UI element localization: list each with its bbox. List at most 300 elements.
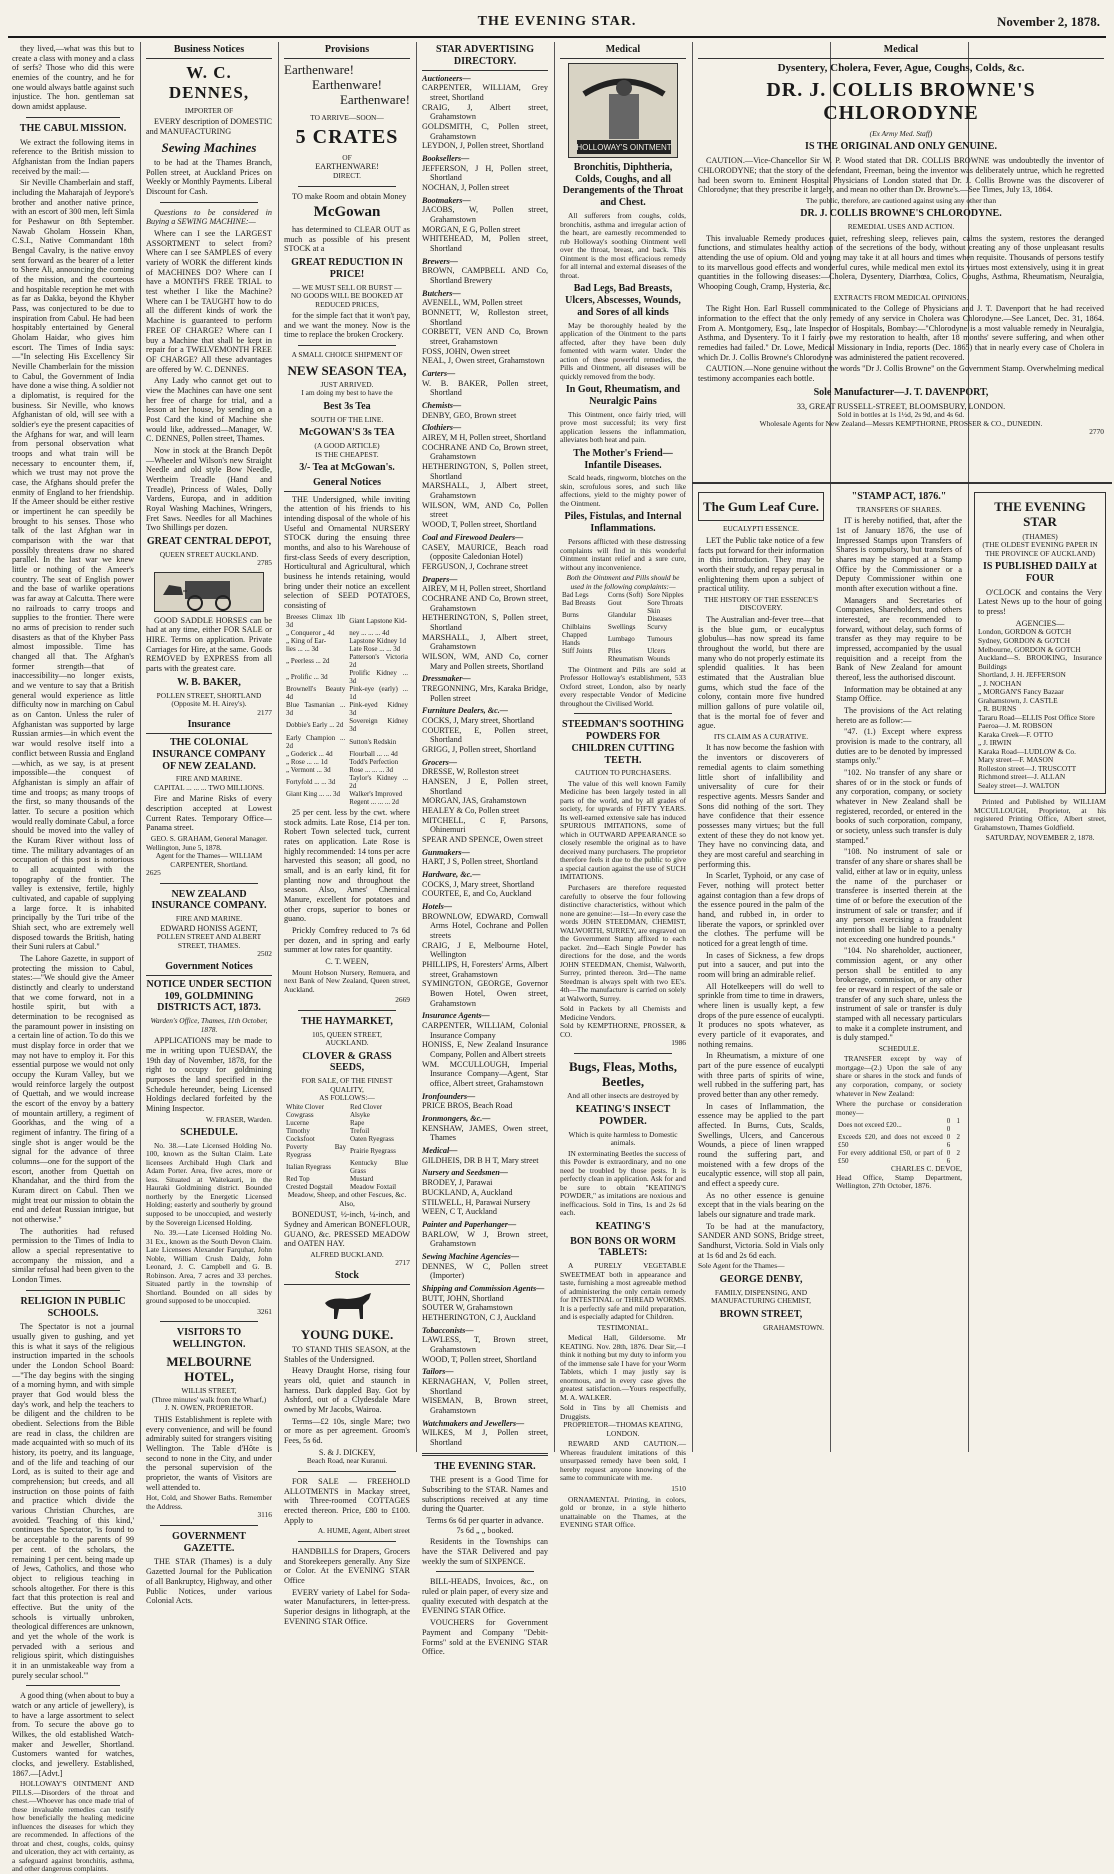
paragraph: EVERY description of DOMESTIC and MANUFACTURING <box>146 117 272 137</box>
section-heading: STAR ADVERTISING DIRECTORY. <box>422 44 548 71</box>
paragraph: "104. No shareholder, auctioneer, commission agent, or any other person shall be entitled to any brokerage, commission, or any other fee or reward in respect of the sale or transfer of any such share, unless the instrument of sale or transfer is duly stamped with all necessary particulars to make it a complete instrument, and is duly stamped." <box>836 946 962 1043</box>
ad-address: WILLIS STREET, <box>181 1386 237 1396</box>
directory-category: Furniture Dealers, &c.— <box>422 706 508 716</box>
table-cell: Bad Breasts <box>562 599 596 608</box>
table-cell: Rose ... ... ... 3d <box>349 765 394 774</box>
directory-category: Hardware, &c.— <box>422 870 481 879</box>
section-heading: Medical <box>560 44 686 59</box>
ad-line: NO GOODS WILL BE BOOKED AT REDUCED PRICES, <box>290 291 404 309</box>
table-cell: Prolific Kidney ... 3d <box>349 669 408 686</box>
table-row <box>284 1143 410 1159</box>
ad-line: Wholesale Agents for New Zealand—Messrs KEMPTHORNE, PROSSER & CO., DUNEDIN. <box>759 418 1043 428</box>
table-row <box>284 1175 410 1183</box>
paragraph: THE Undersigned, while inviting the attention of his friends to his intending disposal of the whole of his Useful and Ornamental NURSERY STOCK during the ensuing three months, and also to his Warehouse of first-class Seeds of every description, Horticultural and Agricultural, which business he intends retaining, would bring under their notice an excellent selection of SEED POTATOES, consisting of <box>284 494 410 611</box>
paragraph: HOLLOWAY'S OINTMENT AND PILLS.—Disorders of the throat and chest.—Whoever has once made trial of these invaluable remedies can testify how beneficially the healing medicine influences the diseases for which they are recommended. In affections of the throat and chest, coughs, colds, quinsy and ulceration, they act with certainty, as a safeguard against bronchitis, asthma, and other dangerous complaints. <box>12 1779 134 1874</box>
directory-entry: GRIGG, J, Pollen street, Shortland <box>422 744 536 754</box>
schedule-title: SCHEDULE. <box>180 1127 238 1139</box>
ad-note: (Opposite M. H. Airey's). <box>171 699 247 709</box>
directory-entry: AIREY, M H, Pollen street, Shortland <box>422 433 547 443</box>
ad-line: — WE MUST SELL OR BURST — <box>292 282 402 292</box>
table-cell: Lapstone Kidney 1d <box>349 636 407 645</box>
agency-item: Mary street—F. MASON <box>978 755 1054 765</box>
paragraph: It has now become the fashion with the inventors or discoverers of remedial agents to claim something little short of infallibility and universality of cure for their respective agents. Messrs Sander and Sons did nothing of the sort. They have confidence that their essence possesses many virtues; but the full extent of these they do not know yet. They have no convincing data, and they are most careful and searching in performing this. <box>698 743 824 869</box>
table-row <box>560 647 686 655</box>
agency-item: Grahamstown, J. CASTLE <box>978 695 1058 705</box>
paragraph: FOR SALE — FREEHOLD ALLOTMENTS in Mackay street, with Three-roomed COTTAGES erected thereon. Price, £80 to £100. Apply to <box>284 1477 410 1525</box>
ad-title: IS PUBLISHED DAILY at FOUR <box>982 561 1097 584</box>
ad-line: CAUTION TO PURCHASERS. <box>574 768 672 778</box>
table-cell: Exceeds £20, and does not exceed £50 <box>838 1133 943 1150</box>
table-cell: Skin Diseases <box>647 607 672 624</box>
directory-entry: CASEY, MAURICE, Beach road (opposite Caledonian Hotel) <box>422 542 548 562</box>
ad-note: (Three minutes' walk from the Wharf,) <box>151 1394 267 1404</box>
table-cell: For every additional £50, or part of £50 <box>838 1149 943 1166</box>
ad-title: "STAMP ACT, 1876." <box>851 491 947 502</box>
directory-entry: SYMINGTON, GEORGE, Governor Bowen Hotel, Owen street, Grahamstown <box>422 979 548 1008</box>
table-row <box>284 637 410 645</box>
ad-line: Earthenware! <box>339 92 410 108</box>
paragraph: Questions to be considered in Buying a SEWING MACHINE:— <box>146 207 272 227</box>
table-row <box>284 645 410 653</box>
table-cell: Cocksfoot <box>286 1134 315 1143</box>
ad-title: CLOVER & GRASS SEEDS, <box>302 1050 392 1074</box>
signature: C. T. WEEN, <box>325 957 369 966</box>
paragraph: As no other essence is genuine except that in the vials bearing on the labels our signature and trade mark. <box>698 1190 824 1220</box>
ad-capital: CAPITAL ... ... ... TWO MILLIONS. <box>153 782 265 792</box>
ad-address: 105, QUEEN STREET, <box>311 1029 383 1039</box>
directory-entry: WM. MCCULLOUGH, Imperial Insurance Company—Agent, Star office, Albert street, Grahamstown <box>422 1059 548 1089</box>
directory-category: Auctioneers— <box>422 73 471 83</box>
table-cell: Flourball ... ... 4d <box>349 749 398 758</box>
paragraph: LET the Public take notice of a few facts put forward for their information in this introduction. They may be worth their study, and repay perusal in enlightening them upon a subject of practical utility. <box>698 535 824 594</box>
table-cell: Blue Tasmanian ... 3d <box>286 701 346 718</box>
horse-icon <box>317 1289 377 1323</box>
table-cell: Alsyke <box>350 1110 370 1119</box>
directory-entry: WEEN, C T, Auckland <box>422 1207 497 1217</box>
paragraph: Printed and Published by WILLIAM MCCULLOUGH, Proprietor, at his registered Printing Office, Albert street, Grahamstown, Thames Goldfield. <box>974 797 1106 832</box>
column-4 <box>422 42 548 1657</box>
ad-address: AUCKLAND. <box>325 1038 369 1048</box>
table-cell: Trefoil <box>350 1126 370 1135</box>
table-cell: Poverty Bay Ryegrass <box>286 1142 346 1159</box>
paragraph: TO make Room and obtain Money <box>292 191 407 201</box>
table-cell: Fortyfold ... ... 3d <box>286 777 336 786</box>
ad-line: TRANSFERS OF SHARES. <box>856 504 942 514</box>
table-cell: Piles <box>607 647 622 656</box>
ad-line: OF <box>342 152 352 162</box>
table-cell: Cowgrass <box>286 1110 314 1119</box>
ad-title: W. B. BAKER, <box>177 676 241 688</box>
table-row <box>284 750 410 758</box>
paragraph: The Ointment and Pills are sold at Professor Holloway's establishment, 533 Oxford street, London, also by nearly every respectable Vendor of Medicine throughout the Civilised World. <box>560 664 686 708</box>
directory-category: Watchmakers and Jewellers— <box>422 1418 525 1428</box>
table-row <box>284 669 410 685</box>
directory-category: Ironmongers, &c.— <box>422 1114 491 1124</box>
ad-line: (THAMES) <box>1022 531 1058 541</box>
ad-title: THE HAYMARKET, <box>301 1015 393 1027</box>
directory-entry: NEAL, J, Owen street, Grahamstown <box>422 356 545 366</box>
directory-entry: AIREY, M H, Pollen street, Shortland <box>422 584 547 594</box>
headline-religion: RELIGION IN PUBLIC SCHOOLS. <box>20 1295 126 1319</box>
paragraph: to be had at the Thames Branch, Pollen street, at Auckland Prices on Weekly or Monthly Payments. Liberal Discount for Cash. <box>146 158 272 197</box>
table-cell: „ Goderick ... 4d <box>286 749 333 758</box>
directory-entry: STILWELL, H, Parawai Nursery <box>422 1197 531 1207</box>
table-row <box>284 717 410 733</box>
paragraph: TO STAND THIS SEASON, at the Stables of the Undersigned. <box>284 1345 410 1364</box>
table-cell: Late Rose ... ... 3d <box>349 644 401 653</box>
paragraph: THIS Establishment is replete with every convenience, and will be found admirably suited for strangers visiting Wellington. The Table d'Hôte is second to none in the City, and under the personal supervision of the proprietor, the wants of Visitors are well attended to. <box>146 1414 272 1492</box>
table-cell: Scurvy <box>647 623 668 632</box>
paragraph: Terms—£2 10s, single Mare; two or more as per agreement. Groom's Fees, 5s 6d. <box>284 1416 410 1446</box>
paragraph: The authorities had refused permission to the Times of India to allow a special representative to accompany the mission, and a similar refusal had been given to the London Times. <box>12 1226 134 1285</box>
agency-item: Melbourne, GORDON & GOTCH <box>978 644 1081 654</box>
directory-entry: BONNETT, W, Rolleston street, Shortland <box>422 308 548 327</box>
ad-line: Head Office, Stamp Department, Wellington, 27th October, 1876. <box>836 1172 962 1191</box>
table-cell: Giant Lapstone Kid- <box>349 616 407 625</box>
table-row <box>560 599 686 607</box>
agency-item: Sydney, GORDON & GOTCH <box>978 636 1070 645</box>
paragraph: Where can I see the LARGEST ASSORTMENT to select from? Where can I see SAMPLES of every variety of WORK the different kinds of MACHINES DO? Where can I have a MONTH'S FREE TRIAL to test whether I like the Machine? Where can I be TAUGHT how to do all the different kinds of work the Machine is guaranteed to perform FREE OF CHARGE? Where can I buy a Machine that shall be kept in repair for a TWELVEMONTH FREE OF CHARGE? All these advantages are offered by W. C. DENNES. <box>146 229 272 374</box>
directory-entry: DRESSE, W, Rolleston street <box>422 767 519 777</box>
gum-leaf-title-box <box>698 492 824 521</box>
ad-line: FOR SALE, OF THE FINEST QUALITY, <box>301 1076 393 1094</box>
section-heading: General Notices <box>284 477 410 492</box>
table-row <box>560 607 686 623</box>
directory-entry: DENNES, W C, Pollen street (Importer) <box>422 1261 548 1281</box>
table-cell: lies ... ... 3d <box>286 644 319 653</box>
header-date: November 2, 1878. <box>996 14 1100 29</box>
paragraph: 25 per cent. less by the cwt. where stock admits. Late Rose, £14 per ton. Robert Town selected tuck, current rates on application. Late Rose is highly recommended: 14 tons per acre harvested this season; all good, no small, and is an early kind, fit for planting now and throughout the season. Also, Ames' Chemical Manure, excellent for potatoes and other crops, superior to bones or guano. <box>284 807 410 924</box>
ad-number: 3261 <box>257 1306 272 1316</box>
ad-title: BON BONS OR WORM TABLETS: <box>570 1235 676 1259</box>
ad-number: 2770 <box>1089 427 1104 437</box>
table-cell: 0 1 0 <box>946 1117 960 1134</box>
paragraph: IN exterminating Beetles the success of this Powder is extraordinary, and no one need be troubled by those pests. It is perfectly clean in application. Ask for and be sure to obtain "KEATING'S POWDER," as imitations are noxious and inefficacious. Sold in Tins, 1s and 2s 6d each. <box>560 1148 686 1218</box>
evening-star-box <box>974 492 1106 794</box>
ad-address: 33, GREAT RUSSELL-STREET, BLOOMSBURY, LONDON. <box>796 401 1006 411</box>
ad-line: Sold in Packets by all Chemists and Medicine Vendors. <box>560 1004 686 1022</box>
paragraph: TRANSFER except by way of mortgage—(2.) Upon the sale of any share or shares in the stock and funds of any corporation, company, or society whatever in New Zealand: <box>836 1054 962 1098</box>
signature: S. & J. DICKEY, <box>318 1447 376 1457</box>
table-row <box>284 734 410 750</box>
headline-cabul-mission: THE CABUL MISSION. <box>19 122 127 134</box>
paragraph: The Australian and-fever tree—that is the blue gum, or eucalyptus globulus—has now spread its fame throughout the world, but there are many who do not properly estimate its splendid qualities. It has been estimated that the Australian blue gums, which stud the face of the colony, contain more five hundred million gallons of pure volatile oil, that is the mortal foe of fever and ague. <box>698 614 824 731</box>
directory-category: Chemists— <box>422 401 462 411</box>
ad-title: W. C. DENNES, <box>168 62 250 102</box>
table-row <box>836 1133 962 1149</box>
section-heading: Provisions <box>284 44 410 59</box>
paragraph: BONEDUST, ½-inch, ¼-inch, and Sydney and American BONEFLOUR, GUANO, &c. PRESSED MEADOW and OATEN HAY. <box>284 1210 410 1249</box>
ad-line: The public, therefore, are cautioned against using any other than <box>805 195 997 205</box>
signature: A. HUME, Agent, Albert street <box>317 1526 410 1536</box>
directory-category: Painter and Paperhanger— <box>422 1219 517 1229</box>
paragraph: May be thoroughly healed by the application of the Ointment to the parts affected, after they have been duly fomented with warm water. Under the action of these powerful remedies, the Pills and Ointment, all diseases will be quickly removed from the body. <box>560 320 686 381</box>
directory-entry: BROWNLOW, EDWARD, Cornwall Arms Hotel, Cochrane and Pollen streets <box>422 911 548 941</box>
agent: Agent for the Thames— WILLIAM CARPENTER, Shortland. <box>155 851 263 869</box>
directory-category: Medical— <box>422 1146 458 1156</box>
paragraph: APPLICATIONS may be made to me in writing upon TUESDAY, the 19th day of November, 1878, for the right to occupy for goldmining purposes the land specified in the Schedule hereunder, being Licensed Holdings declared forfeited by the Mining Inspector. <box>146 1036 272 1113</box>
ad-title: NEW ZEALAND INSURANCE COMPANY. <box>151 888 267 912</box>
section-heading: Insurance <box>146 719 272 734</box>
paragraph: In cases of Inflammation, the essence may be applied to the part affected. In Burns, Cuts, Scalds, Swellings, Ulcers, and Cancerous Wounds, a piece of linen wrapped round the suffering part, and moistened with a few drops of the eucalyptic essence, will stop all pain, and effect a speedy cure. <box>698 1101 824 1189</box>
table-row <box>836 1149 962 1165</box>
table-cell: „ Rose ... ... 1d <box>286 757 328 766</box>
carriage-illustration <box>154 572 264 612</box>
table-cell: 0 2 6 <box>946 1133 960 1150</box>
directory-entry: KENSHAW, JAMES, Owen street, Thames <box>422 1123 548 1143</box>
agency-list <box>978 628 1102 790</box>
table-row <box>284 653 410 669</box>
ad-title: KEATING'S <box>595 1220 651 1232</box>
paragraph: IT is hereby notified, that, after the 1st of January 1876, the use of Impressed Stamps upon Transfers of Shares is compulsory, but transfers of shares may be stamped at a Stamp Office by the Commissioner or a Deputy Commissioner within one month after execution without a fine. <box>836 516 962 594</box>
table-cell: Chilblains <box>562 623 591 632</box>
ad-line: (Ex Army Med. Staff) <box>869 128 933 138</box>
agency-item: „ J. NOCHAN <box>978 678 1022 688</box>
section-heading: Stock <box>284 1270 410 1285</box>
agency-item: Richmond street—J. ALLAN <box>978 772 1066 782</box>
directory-entry: HART, J S, Pollen street, Shortland <box>422 857 538 867</box>
ad-line: TO ARRIVE—SOON— <box>310 112 384 122</box>
directory-entry: WILKES, M J, Pollen street, Shortland <box>422 1428 548 1447</box>
paragraph: CAUTION.—Vice-Chancellor Sir W. P. Wood stated that DR. COLLIS BROWNE was undoubtedly the inventor of CHLORODYNE; that the story of the defendant, Freeman, being the inventor was deliberately untrue, which he regretted had been sworn to. Eminent Hospital Physicians of London stated that Dr. J. Collis Browne was the discoverer of Chlorodyne; that they prescribe it largely, and mean no other than Dr. Browne's.—See Times, July 13, 1864. <box>698 156 1104 195</box>
ad-line: ITS CLAIM AS A CURATIVE. <box>713 731 809 741</box>
table-cell: Sore Nipples <box>647 591 684 600</box>
paragraph: Prickly Comfrey reduced to 7s 6d per dozen, and in spring and early summer at low rates for quantity. <box>284 925 410 955</box>
column-8 <box>836 488 962 1452</box>
column-1 <box>12 42 134 1874</box>
directory-entry: COURTEE, E, Pollen street, Shortland <box>422 725 548 745</box>
table-row <box>284 1111 410 1119</box>
paragraph: "108. No instrument of sale or transfer of any share or shares shall be valid, either at law or in equity, unless the name of the purchaser or transferee is inserted therein at the time of or before the execution of the instrument of sale or transfer; and if any person exercising a fraudulent intention shall be liable to a penalty not exceeding one hundred pounds." <box>836 847 962 944</box>
table-cell: Red Clover <box>350 1102 383 1111</box>
table-cell: Kentucky Blue Grass <box>350 1159 408 1176</box>
table-row <box>560 655 686 663</box>
table-cell: Regent ... ... ... 2d <box>349 797 399 806</box>
directory-entry: COURTEE, E, and Co, Auckland <box>422 889 532 899</box>
section-heading: Business Notices <box>146 44 272 59</box>
directory-category: Booksellers— <box>422 153 470 163</box>
directory-entry: BROWN, CAMPBELL AND Co, Shortland Brewery <box>422 266 548 286</box>
ad-title: The Gum Leaf Cure. <box>702 499 820 514</box>
ad-line: Both the Ointment and Pills should be used in the following complaints:— <box>566 573 680 591</box>
ad-line: Sole Agent for the Thames— <box>698 1261 785 1271</box>
ad-title: NEW SEASON TEA, <box>287 362 407 378</box>
paragraph: In cases of Sickness, a few drops put into a saucer, and put into the room will bring an admirable relief. <box>698 950 824 979</box>
directory-entry: COCKS, J, Mary street, Shortland <box>422 879 535 889</box>
paragraph: No. 38.—Late Licensed Holding No. 100, known as the Sultan Claim. Late licensees Archibald Hugh Clark and Adam Porter. Area, five acres, more or less. Situated at Waitekauri, in the Hauraki Goldmining district. Bounded northerly by the Energetic Licensed Holding; easterly and southerly by ground supposed to be unoccupied, and westerly by the Sovereign Licensed Holding. <box>146 1140 272 1227</box>
agency-item: Shortland, J. H. JEFFERSON <box>978 670 1066 680</box>
column-2 <box>146 42 272 1606</box>
paragraph: This Ointment, once fairly tried, will prove most successful; its very first application lessens the inflammation, alleviates both heat and pain. <box>560 409 686 445</box>
column-9 <box>974 488 1106 1452</box>
table-row <box>284 790 410 798</box>
table-cell: Breeses Climax 1lb 3d <box>286 612 346 629</box>
ad-line: Where the purchase or consideration money— <box>836 1099 962 1117</box>
ad-line: GREAT REDUCTION IN PRICE! <box>291 256 403 280</box>
table-row <box>560 591 686 599</box>
ad-line: GRAHAMSTOWN. <box>763 1322 824 1332</box>
ad-title: Bronchitis, Diphtheria, Colds, Coughs, and all Derangements of the Throat and Chest. <box>562 161 684 209</box>
directory-entry: HETHERINGTON, C J, Auckland <box>422 1312 536 1322</box>
ad-line: Sold in Tins by all Chemists and Druggists. <box>560 1403 686 1421</box>
directory-entry: WHITEHEAD, M, Pollen street, Shortland <box>422 234 548 254</box>
directory-entry: NOCHAN, J, Pollen street <box>422 182 510 192</box>
ad-line: Meadow, Sheep, and other Fescues, &c. <box>287 1190 407 1200</box>
table-cell: Patterson's Victoria 2d <box>349 653 408 670</box>
ad-number: 2177 <box>257 707 272 717</box>
table-row <box>284 701 410 717</box>
table-cell: Corns (Soft) <box>607 591 643 600</box>
directory-entry: MORGAN, E G, Pollen street <box>422 224 521 234</box>
paragraph: Fire and Marine Risks of every description accepted at Lowest Current Rates. Temporary Office—Panama street. <box>146 794 272 833</box>
directory-entry: CARPENTER, WILLIAM, Colonial Insurance Company <box>422 1021 548 1040</box>
ad-line: Terms 6s 6d per quarter in advance. <box>426 1516 544 1526</box>
ad-title: THE EVENING STAR. <box>434 1460 536 1472</box>
ad-title: 5 CRATES <box>295 126 399 149</box>
table-cell: 0 2 6 <box>946 1149 960 1166</box>
paragraph: A good thing (when about to buy a watch or any article of jewellery), is to have a large assortment to select from. To secure the above go to Wilkes, the old established Watch-maker and Jeweller, Shortland. Customers wanted for watches, clocks, and jewellery. Established, 1867.—[Advt.] <box>12 1691 134 1778</box>
ad-title: IS THE ORIGINAL AND ONLY GENUINE. <box>805 141 997 153</box>
directory-entry: HETHERINGTON, S, Pollen street, Shortland <box>422 462 548 481</box>
table-row <box>284 629 410 637</box>
ad-line: PROPRIETOR—THOMAS KEATING, LONDON. <box>563 1420 683 1438</box>
directory-category: Butchers— <box>422 288 461 298</box>
ad-line: TESTIMONIAL. <box>597 1322 649 1332</box>
table-cell: Rape <box>350 1118 365 1127</box>
ad-title: GOVERNMENT GAZETTE. <box>172 1530 246 1554</box>
directory-category: Shipping and Commission Agents— <box>422 1283 545 1293</box>
table-cell: Does not exceed £20... <box>838 1121 902 1130</box>
paragraph: HANDBILLS for Drapers, Grocers and Storekeepers generally. Any Size or Color. At the EVENING STAR Office <box>284 1546 410 1585</box>
paragraph: REWARD AND CAUTION.—Whereas fraudulent imitations of this unsurpassed remedy have been sold, I hereby request anyone knowing of the same to communicate with me. <box>560 1439 686 1483</box>
directory-entry: WOOD, T, Pollen street, Shortland <box>422 520 537 530</box>
notice-title: NOTICE UNDER SECTION 109, GOLDMINING DISTRICTS ACT, 1873. <box>146 978 272 1014</box>
advertising-directory <box>422 74 548 1448</box>
directory-entry: COCHRANE AND Co, Brown street, Grahamstown <box>422 593 548 613</box>
ad-title: STEEDMAN'S SOOTHING POWDERS FOR CHILDREN CUTTING TEETH. <box>562 719 684 766</box>
directory-entry: CARPENTER, WILLIAM, Grey street, Shortland <box>422 83 548 102</box>
paragraph: Managers and Secretaries of Companies, Shareholders, and others interested, are recommended to forward, without delay, such forms of transfer as they may require to be impressed, accompanied by the usual requisition and a receipt from the Bank of New Zealand for amount thereof, less the authorised discount. <box>836 595 962 683</box>
paragraph: In Scarlet, Typhoid, or any case of Fever, nothing will protect better against contagion than a few drops of the essence poured in the palm of the hand, and rubbed in, in order to liberate the vapors, or sprinkled over the clothes. The perfume will be noticed for a great length of time. <box>698 871 824 948</box>
directory-entry: LAWLESS, T, Brown street, Grahamstown <box>422 1335 548 1354</box>
directory-entry: JEFFERSON, J H, Pollen street, Shortland <box>422 163 548 183</box>
banner-text: HOLLOWAY'S OINTMENT <box>576 142 672 152</box>
ad-line: 7s 6d „ „ booked. <box>456 1525 514 1535</box>
ad-line: Sold by KEMPTHORNE, PROSSER, & CO. <box>560 1021 686 1039</box>
directory-entry: GOLDSMITH, C, Pollen street, Grahamstown <box>422 121 548 141</box>
ad-title: DR. J. COLLIS BROWNE'S CHLORODYNE <box>766 78 1036 125</box>
directory-entry: WISEMAN, B, Brown street, Grahamstown <box>422 1396 548 1415</box>
table-cell: Sovereign Kidney 3d <box>349 717 408 734</box>
paragraph: Now in stock at the Branch Depôt—Wheeler and Wilson's new Straight Needle and old style Bow Needle, Wertheim Treadle (Hand and Treadle), Princess of Wales, Dolly Vardens, Europa, and in addition Royal Washing Machines, Wringers, Fret Saws. Needles for all Machines Two Shillings per dozen. <box>146 445 272 533</box>
ad-title: GREAT CENTRAL DEPOT, <box>146 535 272 547</box>
directory-entry: FERGUSON, J, Cochrane street <box>422 561 528 571</box>
signature: CHARLES C. DEVOE, <box>890 1164 962 1174</box>
paragraph: To be had at the manufactory, SANDER AND SONS, Bridge street, Sandhurst, Victoria. Sold in Vials only at 1s 6d and 2s 6d each. <box>698 1221 824 1260</box>
agency-item: Tararu Road—ELLIS Post Office Store <box>978 712 1095 722</box>
paragraph: In Rheumatism, a mixture of one part of the pure essence of eucalypti with three parts of spirits of wine, well rubbed in the suffering part, has proved better than any other remedy. <box>698 1051 824 1099</box>
ad-line: (THE OLDEST EVENING PAPER IN THE PROVINCE OF AUCKLAND) <box>982 540 1098 558</box>
paragraph: Persons afflicted with these distressing complaints will find in this wonderful Ointment instant relief and a sure cure, without any inconvenience. <box>560 537 686 572</box>
directory-entry: AVENELL, WM, Pollen street <box>422 298 523 308</box>
table-row <box>284 1135 410 1143</box>
directory-category: Brewers— <box>422 256 458 266</box>
ad-line: FAMILY, DISPENSING, AND MANUFACTURING CHEMIST, <box>711 1287 811 1306</box>
column-divider <box>692 42 693 1452</box>
ad-title: BROWN STREET, <box>719 1308 803 1320</box>
paragraph: No. 39.—Late Licensed Holding No. 31 Ex., known as the South Devon Claim. Late Licensees Alexander Farquhar, John Noble, William Crush Daldy, John Leonard, J. C. Campbell and G. B. Robinson. Area, 7 acres and 33 perches. Situated partly in the township of Shortland. Bounded on all sides by ground supposed to be unoccupied. <box>146 1228 272 1306</box>
ad-title: Piles, Fistulas, and Internal Inflammations. <box>564 511 682 535</box>
paragraph: The Right Hon. Earl Russell communicated to the College of Physicians and J. T. Davenport that he had received information to the effect that the only remedy of any service in Cholera was Chlorodyne.—See Lancet, Dec. 31, 1864. From A. Montgomery, Esq., late Inspector of Hospitals, Bombay:—"Chlorodyne is a most valuable remedy in Neuralgia, Asthma, and Dysentery. To it I fairly owe my restoration to health, after 18 months' severe suffering, and when other remedies had failed." Dr. Lowe, Medical Missionary in India, reports (Dec. 1865) that in nearly every case of Cholera in which Dr. J. Collis Browne's Chlorodyne was administered the patient recovered. <box>698 304 1104 362</box>
paragraph: Medical Hall, Gildersome. Mr KEATING. Nov. 28th, 1876. Dear Sir,—I think it nothing but my duty to inform you of the immense sale I have for your Worm Tablets, which I may justly say is enormous, and in every case gives the greatest satisfaction.—Yours respectfully, M. A. WALKER. <box>560 1333 686 1402</box>
paragraph: Scald heads, ringworm, blotches on the skin, scrofulous sores, and such like affections, yield to the mighty power of the Ointment. <box>560 473 686 508</box>
directory-category: Carters— <box>422 369 456 379</box>
section-heading: Government Notices <box>146 961 272 976</box>
complaints-table <box>560 591 686 663</box>
paragraph: CAUTION.—None genuine without the words "Dr J. Collis Browne" on the Government Stamp. Overwhelming medical testimony accompanies each bottle. <box>698 364 1104 384</box>
directory-category: Tailors— <box>422 1367 454 1377</box>
directory-entry: WOOD, T, Pollen street, Shortland <box>422 1354 537 1364</box>
ad-line: EARTHENWARE! <box>315 162 379 172</box>
directory-entry: WILSON, WM, AND Co, corner Mary and Pollen streets, Shortland <box>422 651 548 671</box>
table-cell: Bad Legs <box>562 591 589 600</box>
directory-entry: MITCHELL, C F, Parsons, Ohinemuri <box>422 815 548 835</box>
ad-number: 2502 <box>257 949 272 959</box>
signature: ALFRED BUCKLAND. <box>310 1249 384 1259</box>
directory-category: Coal and Firewood Dealers— <box>422 532 524 542</box>
paragraph: THE present is a Good Time for Subscribing to the STAR. Names and subscriptions received at any time during the Quarter. <box>422 1475 548 1514</box>
table-cell: Taylor's Kidney ... 2d <box>349 773 408 790</box>
table-cell: Tumours <box>647 635 673 644</box>
column-5 <box>560 42 686 1530</box>
ad-line: AS FOLLOWS:— <box>319 1093 375 1103</box>
paragraph: "102. No transfer of any share or shares of or in the stock or funds of any corporation, company, or society whatever in New Zealand shall be registered, recorded, or entered in the books of such corporation, company, or society, unless such transfer is duly stamped." <box>836 768 962 845</box>
directory-entry: CORBETT, VEN AND Co, Brown street, Grahamstown <box>422 327 548 347</box>
directory-entry: JACOBS, W, Pollen street, Grahamstown <box>422 205 548 224</box>
ad-title: GEORGE DENBY, <box>719 1273 803 1285</box>
ad-title: McGowan <box>313 204 381 221</box>
directory-category: Nursery and Seedsmen— <box>422 1168 508 1178</box>
directory-entry: BARLOW, W J, Brown street, Grahamstown <box>422 1229 548 1249</box>
directory-category: Hotels— <box>422 902 453 912</box>
table-cell: Burns <box>562 611 579 620</box>
agency-item: Karaka Creek—F. OTTO <box>978 729 1054 739</box>
table-cell: Glandular <box>607 611 636 620</box>
table-row <box>284 1127 410 1135</box>
directory-category: Tobacconists— <box>422 1325 474 1335</box>
table-row <box>560 631 686 647</box>
table-cell: „ Prolific ... 3d <box>286 673 328 682</box>
table-cell: Crested Dogstail <box>286 1183 333 1192</box>
ad-line: EUCALYPTI ESSENCE. <box>722 524 800 534</box>
paragraph: All sufferers from coughs, colds, bronchitis, asthma and irregular action of the heart, are earnestly recommended to rub Holloway's soothing Ointment well over the throat, breast, and back. This Ointment is the most efficacious remedy for all internal and external diseases of the throat. <box>560 210 686 280</box>
date: Wellington, June 5, 1878. <box>146 842 222 852</box>
directory-entry: MORGAN, JAS, Grahamstown <box>422 796 527 806</box>
directory-entry: COCHRANE AND Co, Brown street, Grahamstown <box>422 442 548 462</box>
ad-number: 1510 <box>671 1484 686 1493</box>
paragraph: The Spectator is not a journal usually given to gushing, and yet this is what it says of the religious instruction imparted in the schools under the London School Board:—"The day begins with the singing of a morning hymn, and with simple prayer that God would bless the day's work, and help the teachers to be diligent and the children to be obedient. Selections from the Bible are read in class, the children are made acquainted with so much of its history, its poetry, and its language, and of the life and teaching of our Lord, as is suited to their age and comprehension; but creeds, and all instruction on those points of faith and practice which divide the various Christian Churches, are avoided. 'Teaching of this kind,' continues the Spectator, 'is found to be acceptable to the parents of 99 per cent. of the scholars, the remaining 1 per cent. being made up of Jews, Catholics, and those who object to religious teaching in schools altogether. For there is this fact that this protection is real and effective. But the unity of the schools is virtually unbroken, theological differences are unknown, and yet the whole of the work is pervaded with a serious and religious spirit, which distinguishes it in an unmistakeable way from a purely secular school.'" <box>12 1322 134 1680</box>
table-cell: Oaten Ryegrass <box>350 1134 394 1143</box>
holloway-emblem-illustration <box>568 63 678 158</box>
table-row <box>836 1117 962 1133</box>
directory-category: Bootmakers— <box>422 195 471 205</box>
paragraph: GOOD SADDLE HORSES can be had at any time, either FOR SALE or HIRE. Terms on application. Private Carriages for Hire, at the same. Goods REMOVED by EXPRESS from all parts with the greatest care. <box>146 615 272 674</box>
directory-category: Grocers— <box>422 757 458 767</box>
paragraph: A PURELY VEGETABLE SWEETMEAT both in appearance and taste, furnishing a most agreeable method of administering the only certain remedy for INTESTINAL or THREAD WORMS. It is a perfectly safe and mild preparation, and is especially adapted for Children. <box>560 1261 686 1322</box>
ad-line: THE HISTORY OF THE ESSENCE'S DISCOVERY. <box>703 594 819 613</box>
directory-entry: TREGONNING, Mrs, Karaka Bridge, Pollen street <box>422 683 548 703</box>
directory-entry: PHILLIPS, H, Foresters' Arms, Albert street, Grahamstown <box>422 960 548 979</box>
